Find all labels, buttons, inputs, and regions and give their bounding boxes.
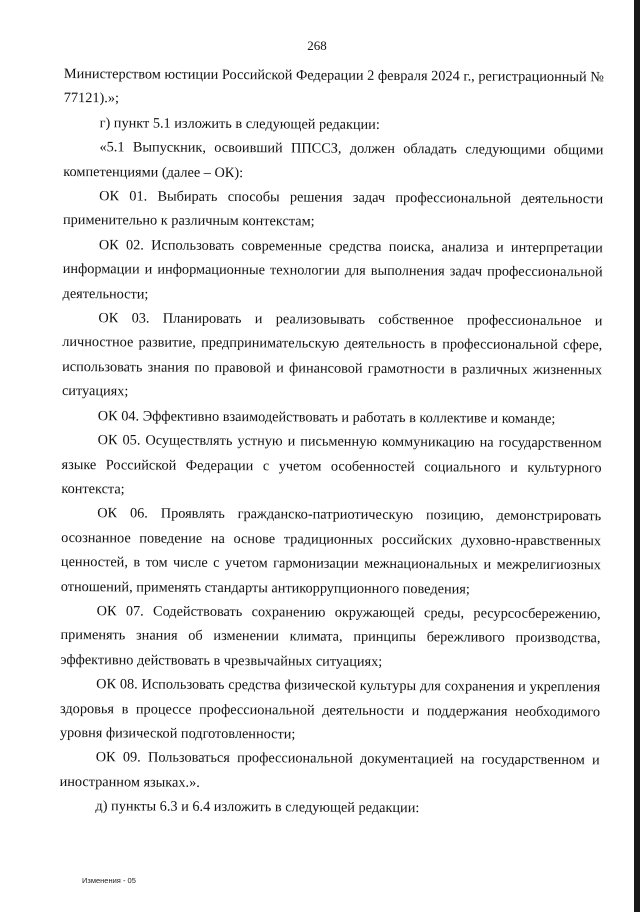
paragraph-5-1: «5.1 Выпускник, освоивший ППССЗ, должен обладать следующими общими компетенциями (далее – ОК): — [63, 139, 604, 181]
paragraph-registration: Министерством юстиции Российской Федерации 2 февраля 2024 г., регистрационный № 77121).»; — [63, 65, 604, 107]
paragraph-ok-08: ОК 08. Использовать средства физической культуры для сохранения и укрепления здоровья в процессе профессиональной деятельности и поддержания необходимого уровня физической подготовленности; — [59, 676, 601, 743]
page-number: 268 — [307, 38, 327, 53]
paragraph-ok-01: ОК 01. Выбирать способы решения задач профессиональной деятельности применительно к различным контекстам; — [62, 188, 604, 230]
paragraph-ok-05: ОК 05. Осуществлять устную и письменную коммуникацию на государственном языке Российской Федерации с учетом особенностей социального и культурного контекста; — [61, 432, 602, 498]
paragraph-ok-07: ОК 07. Содействовать сохранению окружающей среды, ресурсосбережению, применять знания об изменении климата, принципы бережливого производства, эффективно действовать в чрезвычайных ситуациях; — [60, 603, 601, 670]
paragraph-ok-04: ОК 04. Эффективно взаимодействовать и работать в коллективе и команде; — [97, 407, 556, 427]
paragraph-ok-03: ОК 03. Планировать и реализовывать собственное профессиональное и личностное развитие, предпринимательскую деятельность в профессиональной сфере, использовать знания по правовой и финансовой грамотности в различных жизненных ситуациях; — [61, 310, 603, 400]
footer-label: Изменения - 05 — [82, 876, 136, 885]
body-text — [59, 62, 604, 822]
paragraph-ok-09: ОК 09. Пользоваться профессиональной документацией на государственном и иностранном языках.». — [59, 749, 600, 791]
paragraph-item-d: д) пункты 6.3 и 6.4 изложить в следующей редакции: — [95, 798, 420, 817]
scan-edge — [634, 0, 640, 912]
paragraph-ok-06: ОК 06. Проявлять гражданско-патриотическую позицию, демонстрировать осознанное поведение на основе традиционных российских духовно-нравственных ценностей, в том числе с учетом гармонизации межнациональных и межрелигиозных отношений, применять стандарты антикоррупционного поведения; — [60, 505, 602, 598]
paragraph-ok-02: ОК 02. Использовать современные средства поиска, анализа и интерпретации информации и информационные технологии для выполнения задач профессиональной деятельности; — [62, 237, 603, 303]
paragraph-item-g: г) пункт 5.1 изложить в следующей редакции: — [99, 115, 380, 133]
